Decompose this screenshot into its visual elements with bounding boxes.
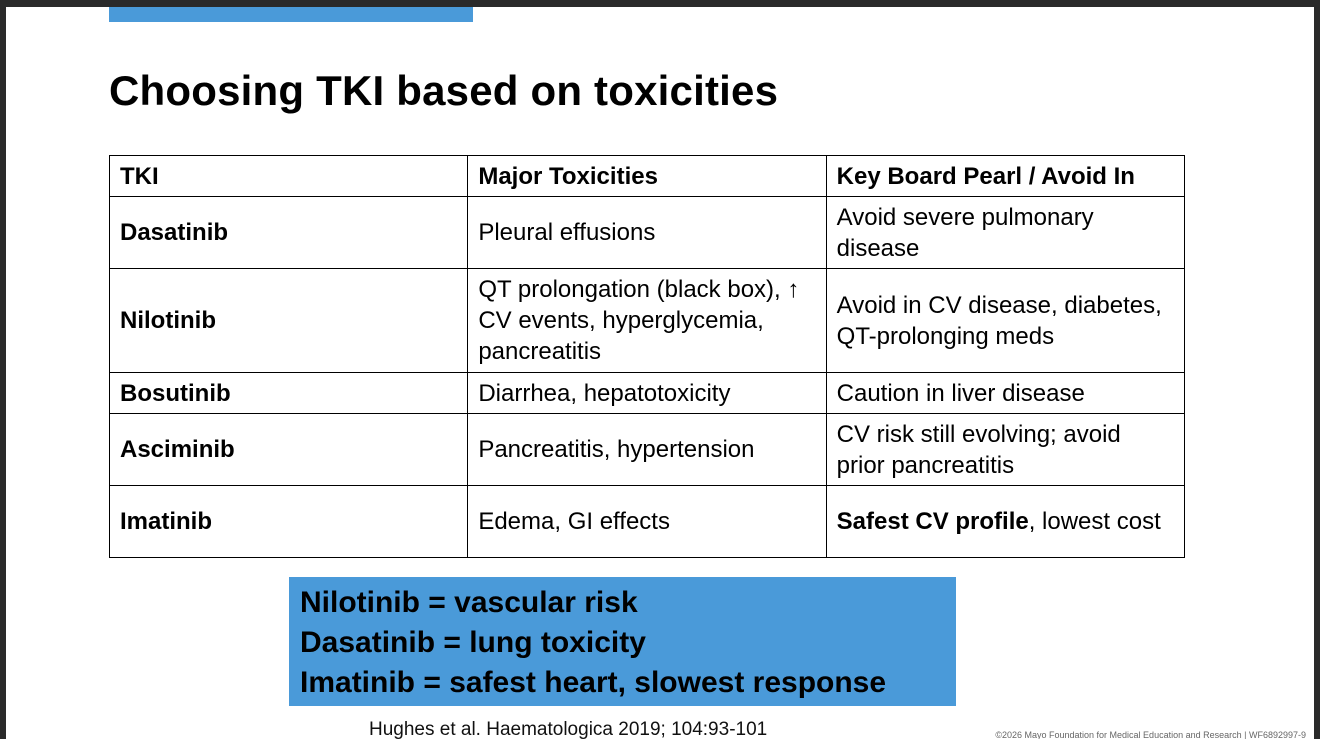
slide-title: Choosing TKI based on toxicities: [109, 67, 779, 114]
header-tki: TKI: [110, 156, 468, 197]
tki-name: Bosutinib: [110, 373, 468, 414]
pearl-bold-text: Safest CV profile: [836, 508, 1029, 535]
table-row: [110, 414, 1185, 486]
pearl-cell: CV risk still evolving; avoid prior pancreatitis: [826, 414, 1184, 486]
tki-name: Dasatinib: [110, 197, 468, 269]
copyright-footer: ©2026 Mayo Foundation for Medical Education and Research | WF6892997-9: [995, 730, 1306, 739]
tki-name: Asciminib: [110, 414, 468, 486]
tki-name: Imatinib: [110, 486, 468, 558]
pearl-cell: Caution in liver disease: [826, 373, 1184, 414]
header-major-toxicities: Major Toxicities: [468, 156, 826, 197]
toxicities-cell: Edema, GI effects: [468, 486, 826, 558]
toxicity-table: [109, 155, 1185, 558]
table-row: [110, 373, 1185, 414]
slide: [6, 7, 1314, 739]
table-row: [110, 486, 1185, 558]
summary-line: Nilotinib = vascular risk: [300, 586, 638, 619]
toxicities-cell: Diarrhea, hepatotoxicity: [468, 373, 826, 414]
pearl-rest-text: , lowest cost: [1028, 508, 1161, 535]
table-row: [110, 197, 1185, 269]
toxicities-cell: Pancreatitis, hypertension: [468, 414, 826, 486]
header-key-pearl: Key Board Pearl / Avoid In: [826, 156, 1184, 197]
summary-line: Dasatinib = lung toxicity: [300, 626, 646, 659]
summary-line: Imatinib = safest heart, slowest response: [300, 666, 887, 699]
tki-name: Nilotinib: [110, 269, 468, 373]
pearl-cell: [826, 486, 1184, 558]
pearl-cell: Avoid in CV disease, diabetes, QT-prolonging meds: [826, 269, 1184, 373]
table-header-row: [110, 156, 1185, 197]
accent-bar: [109, 7, 473, 22]
toxicities-cell: Pleural effusions: [468, 197, 826, 269]
pearl-cell: Avoid severe pulmonary disease: [826, 197, 1184, 269]
summary-box: [289, 577, 956, 706]
citation: Hughes et al. Haematologica 2019; 104:93-101: [369, 719, 768, 739]
toxicities-cell: QT prolongation (black box), ↑ CV events, hyperglycemia, pancreatitis: [468, 269, 826, 373]
table-row: [110, 269, 1185, 373]
